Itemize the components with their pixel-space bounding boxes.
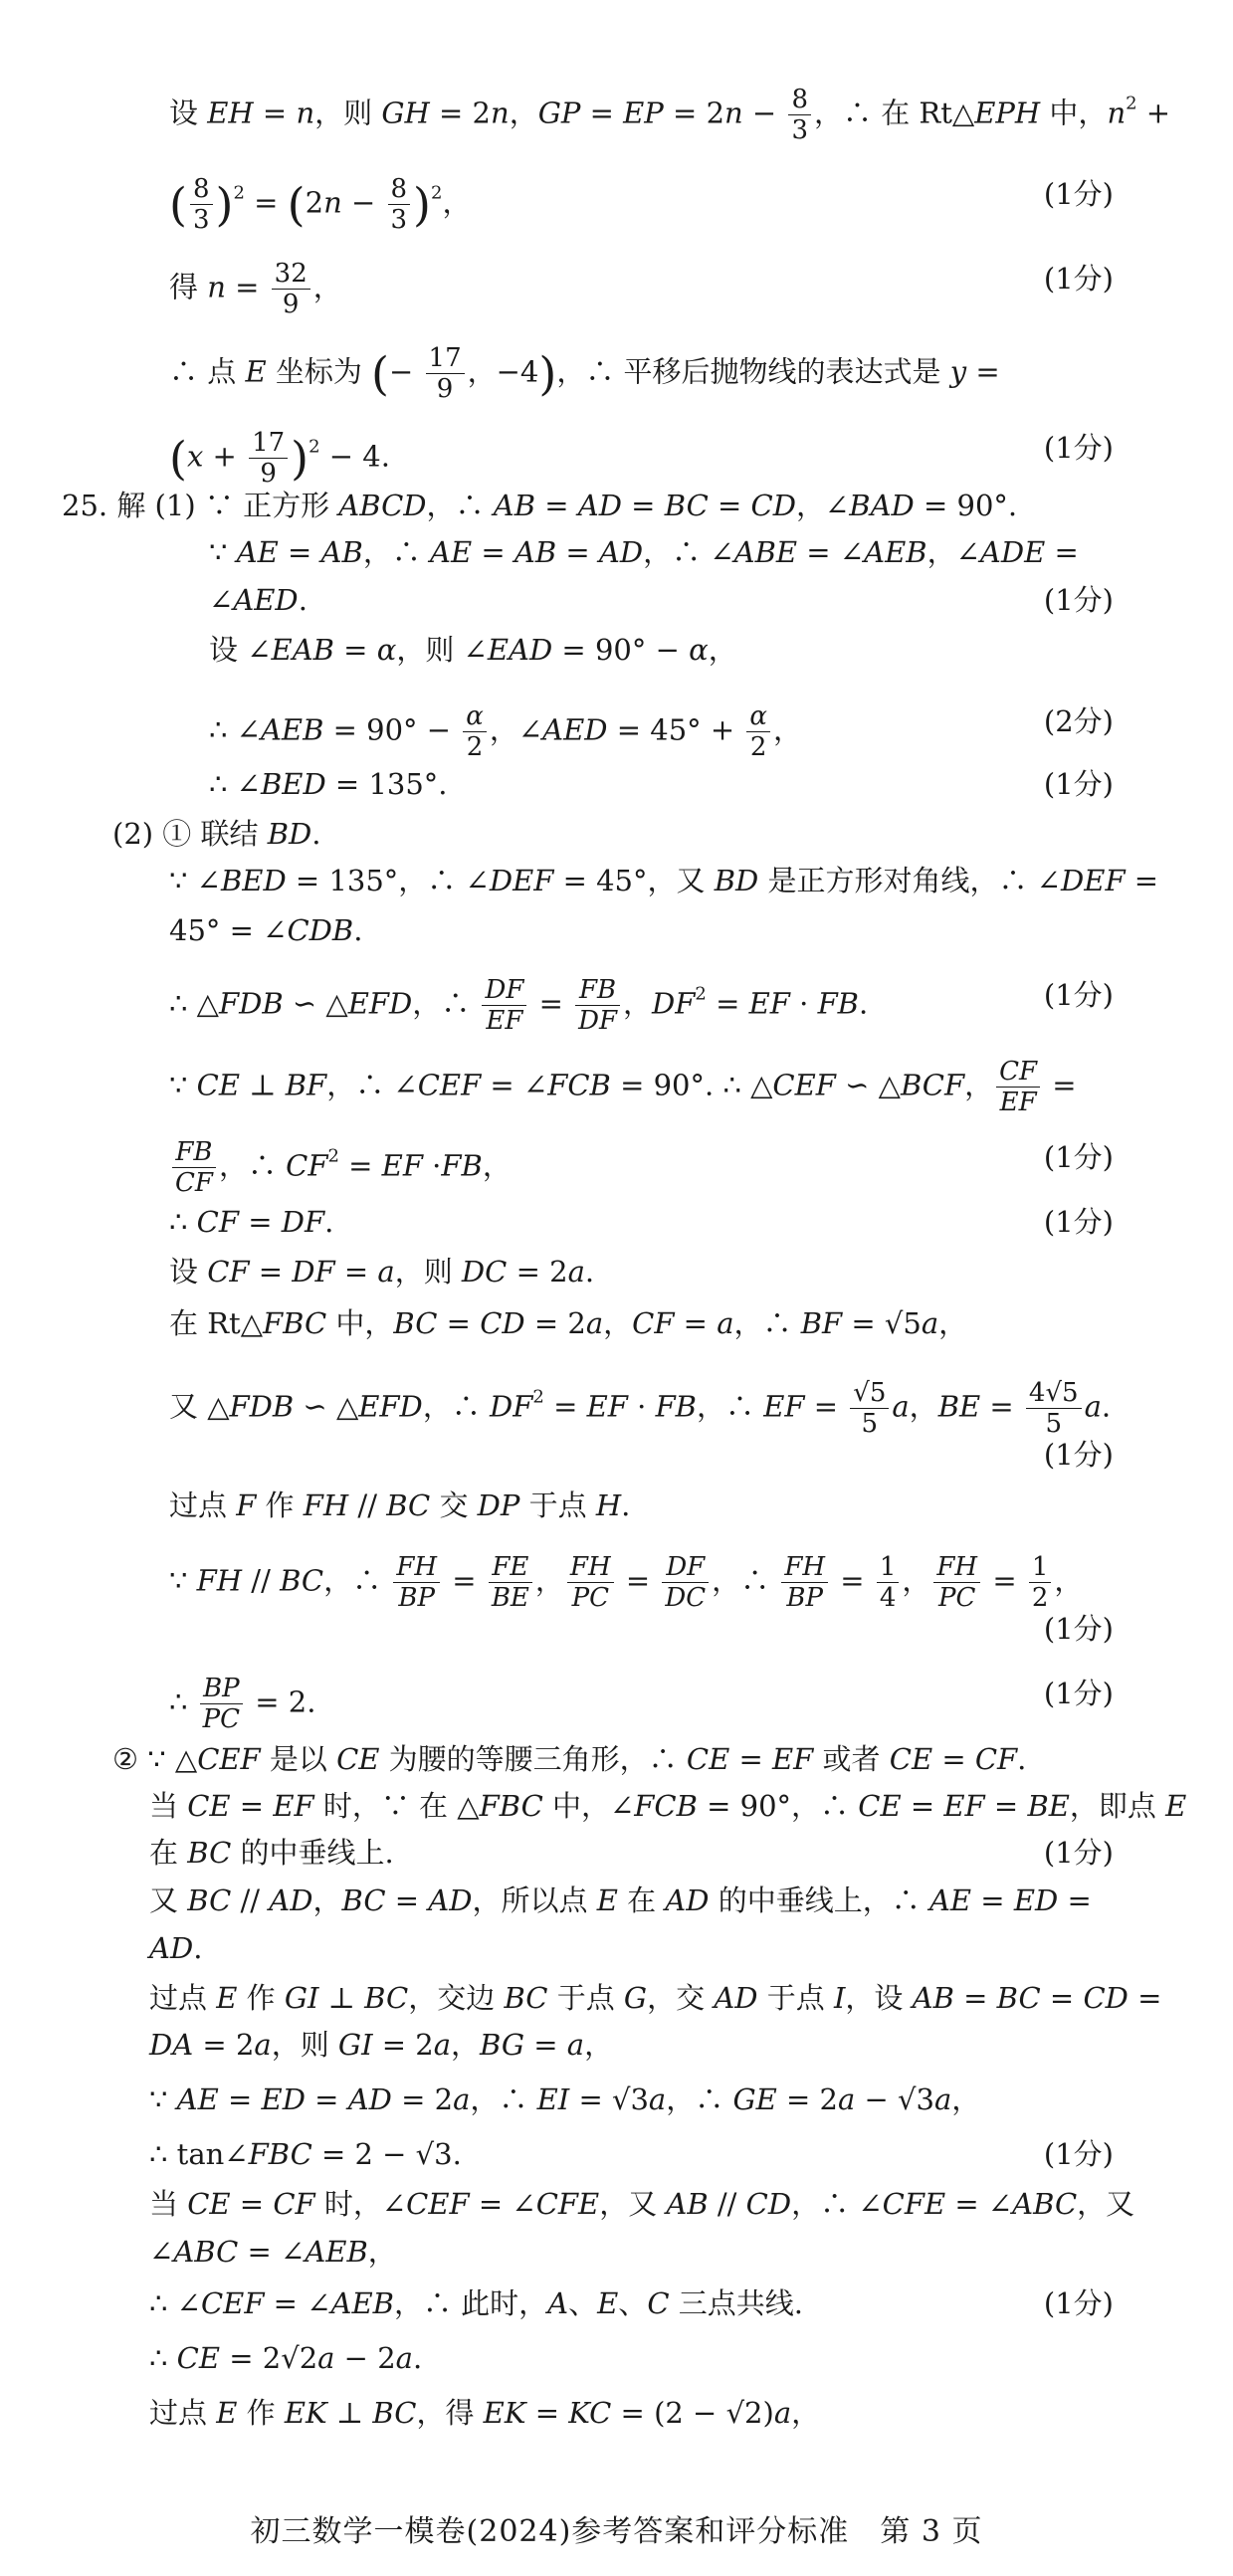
score-mark: (1分): [1043, 767, 1114, 801]
solution-text: ∵ CE ⊥ BF，∴ ∠CEF = ∠FCB = 90°. ∴ △CEF ∽ △BCF， $\frac{CF}{EF}$ =: [169, 1057, 1077, 1117]
solution-text: ∴ CE = 2√2a − 2a.: [149, 2341, 423, 2375]
solution-text: ∵ AE = ED = AD = 2a，∴ EI = √3a，∴ GE = 2a − √3a，: [149, 2082, 981, 2116]
solution-text: DA = 2a，则 GI = 2a，BG = a，: [149, 2028, 614, 2062]
solution-text: ( $\frac{8}{3}$ )$^2$ = (2n − $\frac{8}{3}$ )$^2$，: [169, 174, 472, 235]
solution-text: ∴ ∠AEB = 90° − $\frac{\alpha}{2}$ ，∠AED = 45° + $\frac{\alpha}{2}$ ，: [209, 701, 802, 762]
solution-text: AD.: [149, 1931, 203, 1965]
solution-text: 在 Rt△FBC 中，BC = CD = 2a，CF = a，∴ BF = √5a，: [169, 1306, 968, 1340]
score-mark: (1分): [1043, 1205, 1114, 1239]
solution-text: ∴ 点 E 坐标为 (− $\frac{17}{9}$ ，−4)，∴ 平移后抛物线的表达式是 y =: [169, 343, 1000, 404]
solution-text: ∴ CF = DF.: [169, 1205, 334, 1239]
score-mark: (1分): [1043, 1677, 1114, 1710]
solution-text: 过点 E 作 EK ⊥ BC，得 EK = KC = (2 − √2)a，: [149, 2396, 821, 2430]
solution-text: 得 n = $\frac{32}{9}$ ，: [169, 259, 342, 319]
solution-text: 45° = ∠CDB.: [169, 913, 363, 947]
solution-text: 在 BC 的中垂线上.: [149, 1836, 394, 1870]
solution-text: $\frac{FB}{CF}$ ，∴ $CF^2$ = EF ·FB，: [169, 1137, 512, 1198]
score-mark: (1分): [1043, 431, 1114, 465]
solution-text: ∵ AE = AB，∴ AE = AB = AD，∴ ∠ABE = ∠AEB，∠ADE =: [209, 535, 1079, 569]
score-mark: (1分): [1043, 583, 1114, 617]
solution-text: 设 CF = DF = a，则 DC = 2a.: [169, 1255, 595, 1288]
solution-text: ② ∵ △CEF 是以 CE 为腰的等腰三角形，∴ CE = EF 或者 CE = CF.: [112, 1742, 1027, 1776]
solution-text: 过点 F 作 FH // BC 交 DP 于点 H.: [169, 1488, 631, 1522]
score-mark: (1分): [1043, 1836, 1114, 1870]
score-mark: (1分): [1043, 262, 1114, 296]
solution-text: ∴ ∠BED = 135°.: [209, 767, 448, 801]
solution-text: 当 CE = EF 时，∵ 在 △FBC 中，∠FCB = 90°，∴ CE = EF = BE，即点 E: [149, 1789, 1187, 1823]
score-mark: (1分): [1043, 1140, 1114, 1174]
score-mark: (1分): [1043, 2137, 1114, 2171]
solution-text: ∠AED.: [209, 583, 308, 617]
page-footer: 初三数学一模卷(2024)参考答案和评分标准 第 3 页: [250, 2514, 983, 2549]
solution-text: ∵ FH // BC，∴ $\frac{FH}{BP}$ = $\frac{FE}{BE}$ ， $\frac{FH}{PC}$ = $\frac{DF}{DC}$ ，∴ $\frac{FH}{BP}$ = $\frac{1}{4}$ ， $\frac{FH}{PC}$ = $\frac{1}{2}$ ，: [169, 1552, 1084, 1613]
solution-text: 又 △FDB ∽ △EFD，∴ $DF^2$ = EF · FB，∴ EF = $\frac{√5}{5}$ a，BE = $\frac{4√5}{5}$ a.: [169, 1378, 1112, 1439]
solution-text: ∴ $\frac{BP}{PC}$ = 2.: [169, 1674, 316, 1734]
solution-text: 过点 E 作 GI ⊥ BC，交边 BC 于点 G，交 AD 于点 I，设 AB = BC = CD =: [149, 1981, 1162, 2015]
score-mark: (1分): [1043, 177, 1114, 211]
solution-text: (x + $\frac{17}{9}$ )$^2$ − 4.: [169, 428, 390, 489]
solution-text: ∴ tan∠FBC = 2 − √3.: [149, 2137, 462, 2171]
score-mark: (1分): [1043, 1612, 1114, 1646]
solution-text: 设 EH = n，则 GH = 2n，GP = EP = 2n − $\frac{8}{3}$ ，∴ 在 Rt△EPH 中，$n^2$ +: [169, 85, 1171, 145]
score-mark: (1分): [1043, 1438, 1114, 1472]
solution-text: ∠ABC = ∠AEB，: [149, 2235, 397, 2269]
solution-text: ∴ △FDB ∽ △EFD，∴ $\frac{DF}{EF}$ = $\frac{FB}{DF}$ ，$DF^2$ = EF · FB.: [169, 975, 869, 1036]
score-mark: (1分): [1043, 2286, 1114, 2320]
solution-text: (2) ① 联结 BD.: [112, 817, 321, 851]
solution-text: 当 CE = CF 时，∠CEF = ∠CFE，又 AB // CD，∴ ∠CFE = ∠ABC，又: [149, 2187, 1135, 2221]
solution-text: ∵ ∠BED = 135°，∴ ∠DEF = 45°，又 BD 是正方形对角线，∴ ∠DEF =: [169, 864, 1159, 897]
score-mark: (2分): [1043, 704, 1114, 738]
solution-text: 设 ∠EAB = α，则 ∠EAD = 90° − α，: [209, 633, 737, 667]
solution-text: 又 BC // AD，BC = AD，所以点 E 在 AD 的中垂线上，∴ AE = ED =: [149, 1883, 1092, 1917]
score-mark: (1分): [1043, 978, 1114, 1012]
solution-text: 25. 解 (1) ∵ 正方形 ABCD，∴ AB = AD = BC = CD，∠BAD = 90°.: [62, 489, 1018, 522]
solution-text: ∴ ∠CEF = ∠AEB，∴ 此时，A、E、C 三点共线.: [149, 2286, 803, 2320]
